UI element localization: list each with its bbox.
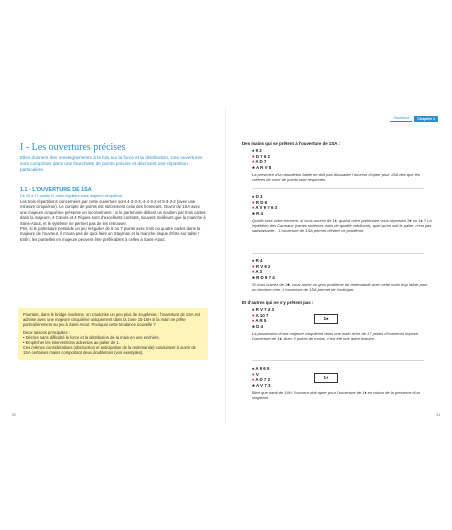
box-paragraph: Ces mêmes considérations (obstruction et anticipation de la redemande) conduisent à ouvrir de 1SA certaines mains comportant deux doubletons (voir exemples).	[23, 345, 196, 356]
header-chapter: Chapitre 1	[414, 116, 438, 122]
spade-icon: ♠	[252, 148, 255, 153]
divider	[252, 360, 424, 361]
suit-line: ♠ A 9 6 5	[252, 366, 270, 371]
page-title: I - Les ouvertures précises	[20, 142, 126, 153]
heart-icon: ♥	[252, 153, 255, 159]
diamond-icon: ♦	[252, 205, 255, 211]
hand-diagram	[252, 148, 271, 170]
suit-line: ♦ A V 9 7 6 3	[252, 205, 278, 211]
spade-icon: ♠	[252, 258, 255, 263]
heart-icon: ♥	[252, 199, 255, 205]
hand-comment: Bien que nanti de 16H, l'ouvreur doit opter pour l'ouverture de 1♦ en raison de la présence d'un singleton.	[252, 390, 420, 401]
suit-line: ♦ A 3	[252, 269, 262, 275]
suit-line: ♣ A V 7 3	[252, 382, 271, 388]
bid-box: 1♠	[314, 314, 338, 324]
box-reason: • Décrire sans difficulté la force et la distribution de la main en une enchère.	[23, 335, 203, 340]
club-icon: ♣	[252, 382, 255, 388]
box-paragraph: Pourtant, dans le bridge moderne, on s'autorise un peu plus de souplesse : l'ouverture de 1SA est admise avec une majeure cinquième uniquement dans la zone 15-16H si la main ne prête particulièrement au jeu à Sans-Atout. Pourquoi cette tendance nouvelle ?	[23, 312, 201, 328]
suit-line: ♣ R 4	[252, 210, 263, 216]
header-section: Ouverture	[390, 116, 412, 122]
heart-icon: ♥	[252, 263, 255, 269]
diamond-icon: ♦	[252, 377, 255, 383]
body-paragraph: Les trois répartitions concernées par cette ouverture sont 4-3-3-3, 4-4-3-2 et 5-3-3-2 (avec une mineure cinquième). Le compte de points est strictement celui des honneurs. Ouvrir de 1SA avec une majeure cinquième présente un inconvénient : si le partenaire détient un soutien par trois cartes dans la majeure, 4 Cœurs et 4 Piques sont d'excellents contrats, souvent meilleurs que la manche à Sans-Atout, et le système ne permet pas de les retrouver.	[20, 199, 206, 226]
hand-comment: Si vous ouvrez de 1♣, vous aurez un gros problème de redemande avec cette main trop faible pour un bicolore cher. L'ouverture de 1SA permet de l'anticiper.	[252, 282, 428, 293]
suit-line: ♥ D 7 6 2	[252, 153, 270, 159]
heart-icon: ♥	[252, 371, 255, 377]
suit-line: ♦ A D 7	[252, 159, 267, 165]
spade-icon: ♠	[252, 194, 255, 199]
suit-line: ♠ R 4	[252, 258, 263, 263]
suit-line: ♠ 9 2	[252, 148, 262, 153]
suit-line: ♣ R D 9 7 4	[252, 274, 275, 280]
page-number-left: 20	[12, 413, 16, 417]
spade-icon: ♠	[252, 366, 255, 371]
suit-line: ♥ R V 6 2	[252, 263, 271, 269]
section-body	[20, 199, 206, 242]
book-spread	[0, 108, 452, 428]
section-title: 1.1 - L'OUVERTURE DE 1SA	[20, 187, 92, 193]
suit-line: ♦ A D 7 2	[252, 377, 271, 383]
body-paragraph: Enfin, les partielles en majeure peuvent être préférables à celles à Sans-Atout.	[20, 236, 166, 242]
suit-line: ♣ D 4	[252, 323, 263, 329]
heart-icon: ♥	[252, 312, 255, 318]
hand-comment: La présence d'un doubleton faible ne doit pas dissuader l'ouvreur d'opter pour 1SA dès que les critères de zone de points sont respectés.	[252, 172, 420, 183]
club-icon: ♣	[252, 164, 255, 170]
diamond-icon: ♦	[252, 318, 255, 324]
spade-icon: ♠	[252, 307, 255, 312]
running-header	[390, 116, 438, 122]
hand-diagram	[252, 307, 274, 329]
diamond-icon: ♦	[252, 159, 255, 165]
suit-line: ♥ A 10 7	[252, 312, 269, 318]
hand-comment: Quelle sera votre enchère, si vous ouvrez de 1♦, quand votre partenaire vous répondra 1♥ ou 1♠ ? La répétition des Carreaux (cartes sixièmes mais de qualité médiocre), quel qu'en soit le palier, n'est pas satisfaisante... L'ouverture de 1SA permet d'éviter ce problème.	[252, 218, 432, 234]
question-good-hands: Des mains qui se prêtent à l'ouverture de 1SA :	[242, 141, 340, 146]
hand-comment: La possession d'une majeure cinquième dans une main riche de 17 points d'honneurs impose l'ouverture de 1♠. Avec 2 points de moins, c'est été une autre histoire.	[252, 331, 419, 342]
suit-line: ♠ R V 7 4 3	[252, 307, 274, 312]
left-page	[0, 108, 226, 424]
suit-line: ♥ R D 6	[252, 199, 268, 205]
hand-diagram	[252, 194, 277, 216]
intro-text: Elles donnent des renseignements à la fois sur la force et la distribution. Ces ouvertures sont comprises dans une fourchette de points précise et décrivent une répartition particulière.	[20, 155, 203, 172]
highlight-box	[18, 308, 208, 360]
club-icon: ♣	[252, 274, 255, 280]
club-icon: ♣	[252, 323, 255, 329]
question-bad-hands: Et d'autres qui ne s'y prêtent pas :	[242, 300, 314, 305]
box-reason: • Empêcher les interventions adverses au palier de 1.	[23, 340, 203, 345]
box-reasons-title: Deux raisons principales :	[23, 329, 70, 335]
body-paragraph: Pris, si le partenaire possède un jeu irrégulier de 6 ou 7 points avec trois ou quatre cartes dans la majeure de l'ouvreur, il n'aura pas de quoi faire un Stayman et la manche risque d'être sur table !	[20, 226, 201, 237]
section-subtitle: De 15 à 17 points H, main régulière sans majeure cinquième.	[20, 194, 123, 198]
suit-line: ♠ D 3	[252, 194, 263, 199]
divider	[252, 253, 424, 254]
right-page	[226, 108, 452, 424]
bid-box: 1♦	[314, 373, 338, 383]
suit-line: ♦ A R 5	[252, 318, 267, 324]
hand-diagram	[252, 258, 275, 280]
suit-line: ♣ A R V 8	[252, 164, 272, 170]
page-number-right: 21	[436, 413, 440, 417]
club-icon: ♣	[252, 210, 255, 216]
suit-line: ♥ V	[252, 371, 259, 377]
diamond-icon: ♦	[252, 269, 255, 275]
divider	[252, 188, 424, 189]
hand-diagram	[252, 366, 270, 388]
